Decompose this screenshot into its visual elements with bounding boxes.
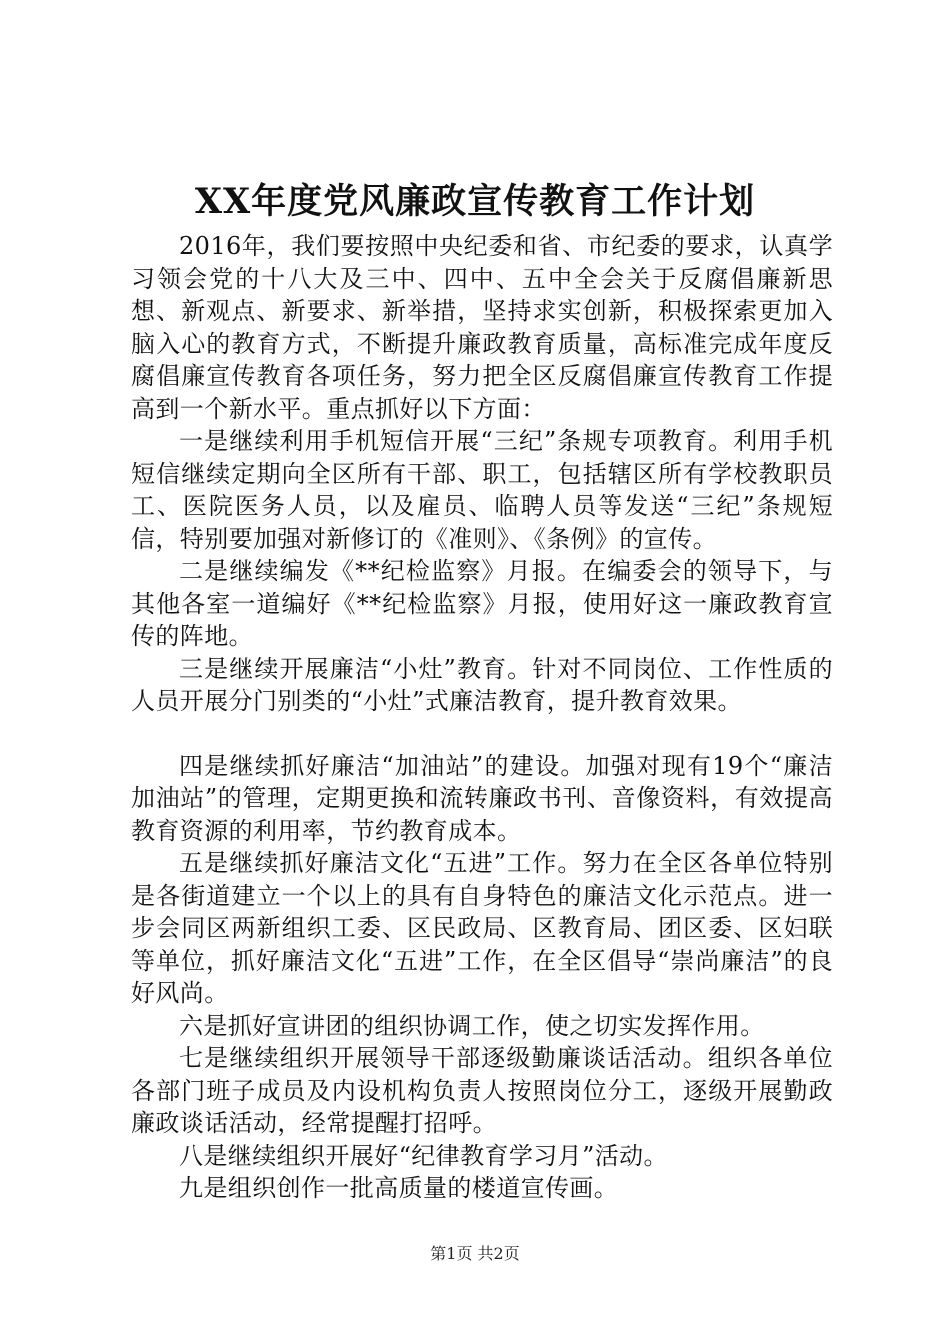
paragraph-item-7: 七是继续组织开展领导干部逐级勤廉谈话活动。组织各单位各部门班子成员及内设机构负责人按照岗位分工，逐级开展勤政廉政谈话活动，经常提醒打招呼。 [131,1044,833,1137]
document-title: XX年度党风廉政宣传教育工作计划 [194,181,756,222]
paragraph-item-9: 九是组织创作一批高质量的楼道宣传画。 [179,1174,619,1202]
page-number-footer: 第1页 共2页 [430,1244,520,1263]
intro-paragraph: 2016年，我们要按照中央纪委和省、市纪委的要求，认真学习领会党的十八大及三中、四中、五中全会关于反腐倡廉新思想、新观点、新要求、新举措，坚持求实创新，积极探索更加入脑入心的教育方式，不断提升廉政教育质量，高标准完成年度反腐倡廉宣传教育各项任务，努力把全区反腐倡廉宣传教育工作提高到一个新水平。重点抓好以下方面： [131,232,833,423]
paragraph-item-1: 一是继续利用手机短信开展“三纪”条规专项教育。利用手机短信继续定期向全区所有干部、职工，包括辖区所有学校教职员工、医院医务人员，以及雇员、临聘人员等发送“三纪”条规短信，特别要加强对新修订的《准则》、《条例》的宣传。 [131,427,833,553]
paragraph-item-2: 二是继续编发《**纪检监察》月报。在编委会的领导下，与其他各室一道编好《**纪检监察》月报，使用好这一廉政教育宣传的阵地。 [131,557,833,650]
paragraph-item-5: 五是继续抓好廉洁文化“五进”工作。努力在全区各单位特别是各街道建立一个以上的具有自身特色的廉洁文化示范点。进一步会同区两新组织工委、区民政局、区教育局、团区委、区妇联等单位，抓好廉洁文化“五进”工作，在全区倡导“崇尚廉洁”的良好风尚。 [131,849,833,1007]
document-body [131,230,833,1205]
paragraph-item-8: 八是继续组织开展好“纪律教育学习月”活动。 [179,1141,668,1170]
paragraph-item-4: 四是继续抓好廉洁“加油站”的建设。加强对现有19个“廉洁加油站”的管理，定期更换和流转廉政书刊、音像资料，有效提高教育资源的利用率，节约教育成本。 [131,751,833,845]
paragraph-item-3: 三是继续开展廉洁“小灶”教育。针对不同岗位、工作性质的人员开展分门别类的“小灶”式廉洁教育，提升教育效果。 [131,654,833,715]
paragraph-item-6: 六是抓好宣讲团的组织协调工作，使之切实发挥作用。 [179,1011,765,1040]
